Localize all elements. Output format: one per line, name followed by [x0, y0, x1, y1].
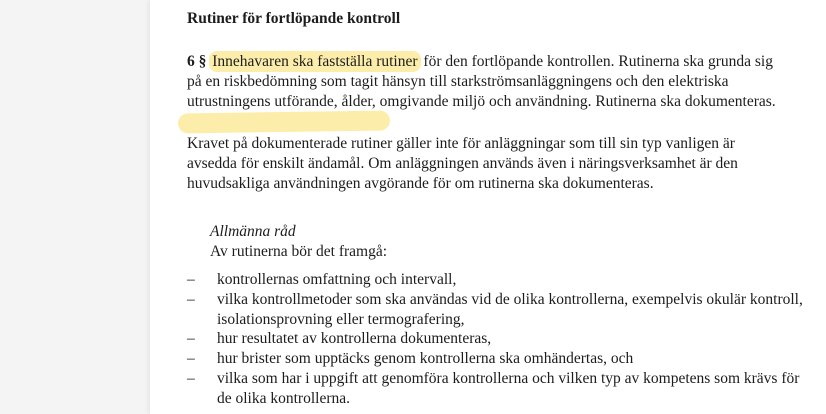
list-item-text: vilka kontrollmetoder som ska användas vid de olika kontrollerna, exempelvis okulär kontroll, isolationsprovning eller termografering, [217, 290, 803, 328]
advice-intro: Av rutinerna bör det framgå: [210, 242, 388, 260]
highlight-marker [178, 111, 390, 134]
list-item [187, 290, 807, 330]
paragraph-exemption: Kravet på dokumenterade rutiner gäller inte för anläggningar som till sin typ vanligen är avsedda för enskilt ändamål. Om anläggningen används även i näringsverksamhet är den huvudsakliga användningen avgörande för om rutinerna ska dokumenteras. [187, 135, 738, 192]
list-item-text: hur resultatet av kontrollerna dokumenteras, [217, 330, 492, 348]
paragraph-text: för den fortlöpande kontrollen. Rutinerna ska grunda sig på en riskbedömning som tagit hänsyn till starkströmsanläggningens och den elektriska utrustningens utförande, ålder, omgivande miljö och användning. [187, 53, 773, 110]
highlighted-text-2: Rutinerna ska dokumenteras. [595, 92, 776, 110]
list-dash: – [187, 271, 195, 288]
list-item [187, 270, 807, 290]
list-dash: – [187, 330, 195, 348]
advice-title: Allmänna råd [210, 223, 296, 240]
section-number: 6 § [187, 53, 207, 70]
highlighted-text: Innehavaren ska fastställa rutiner [209, 51, 420, 72]
general-advice [210, 222, 770, 262]
list-item-text: hur brister som upptäcks genom kontrollerna ska omhändertas, och [217, 350, 634, 368]
list-dash: – [187, 369, 195, 387]
section-heading: Rutiner för fortlöpande kontroll [187, 10, 401, 27]
list-dash: – [187, 290, 195, 308]
list-item [187, 349, 807, 369]
document-page [150, 0, 826, 414]
list-item-text: vilka som har i uppgift att genomföra kontrollerna och vilken typ av kompetens som krävs för de olika kontrollerna. [217, 369, 800, 407]
list-item-text: kontrollernas omfattning och intervall, [217, 271, 457, 288]
list-item [187, 369, 807, 409]
advice-list [187, 270, 807, 409]
paragraph-6 [187, 52, 787, 111]
list-item [187, 329, 807, 349]
list-dash: – [187, 350, 195, 368]
